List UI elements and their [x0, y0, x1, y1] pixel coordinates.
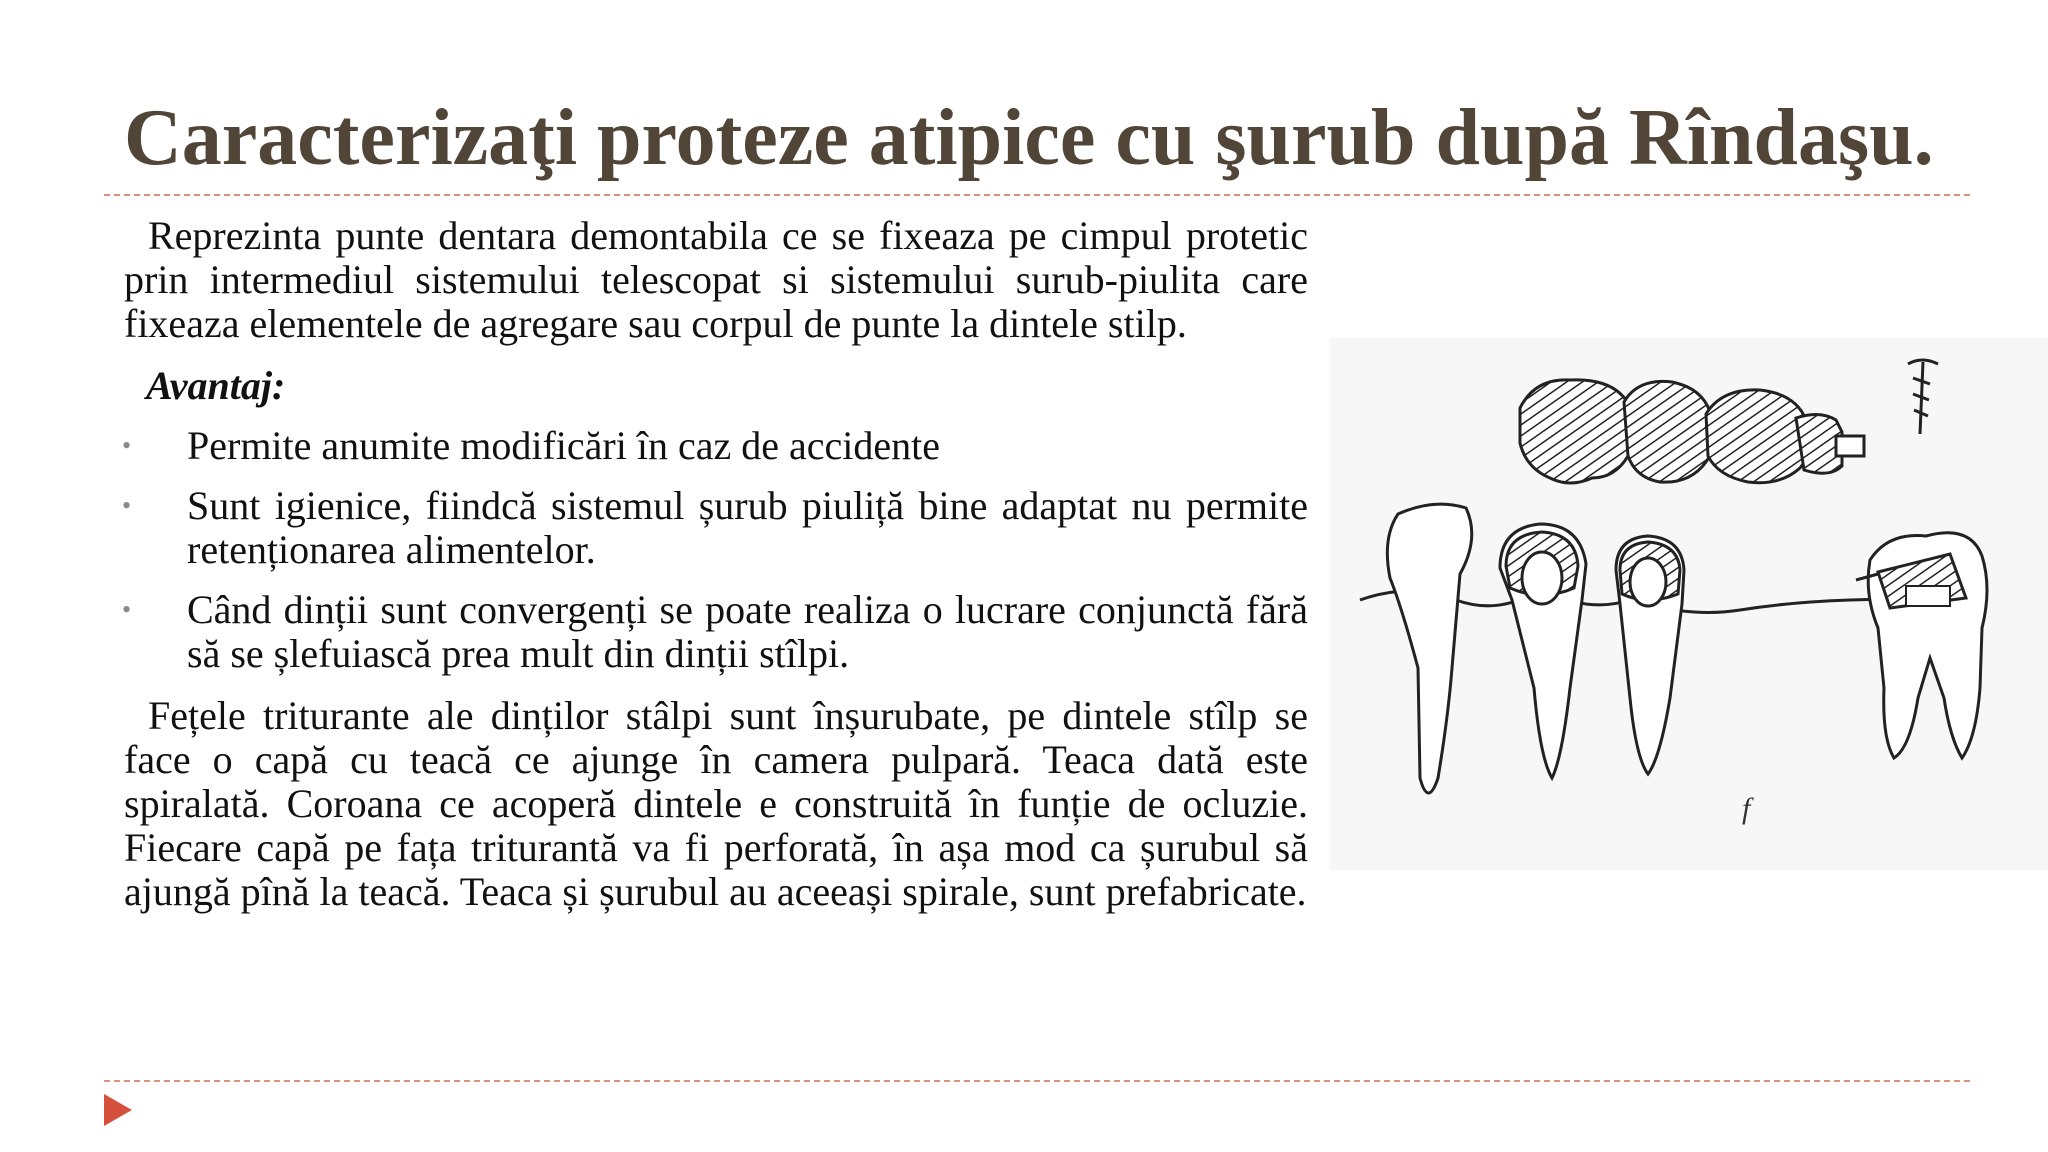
slide-title: Caracterizaţi proteze atipice cu şurub după Rîndaşu.	[124, 94, 1934, 182]
dental-bridge-drawing	[1330, 338, 2048, 870]
description-paragraph: Fețele triturante ale dinților stâlpi sunt înșurubate, pe dintele stîlp se face o capă cu teacă ce ajunge în camera pulpară. Teaca dată este spiralată. Coroana ce acoperă dintele e construită în funție de ocluzie. Fiecare capă pe fața triturantă va fi perforată, în așa mod ca șurubul să ajungă pînă la teacă. Teaca și șurubul au aceeași spirale, sunt prefabricate.	[124, 693, 1308, 914]
bridge-body	[1520, 380, 1842, 483]
advantage-item	[124, 424, 1308, 468]
advantages-heading: Avantaj:	[146, 363, 286, 408]
advantage-item	[124, 588, 1308, 676]
bullet-icon: •	[122, 431, 132, 460]
bullet-icon: •	[122, 595, 132, 624]
advantage-text: Când dinții sunt convergenți se poate realiza o lucrare conjunctă fără să se șlefuiască prea mult din dinții stîlpi.	[187, 587, 1308, 676]
slide-body	[124, 214, 1308, 914]
advantages-list	[124, 424, 1308, 676]
advantage-text: Permite anumite modificări în caz de accidente	[187, 423, 940, 468]
advantage-item	[124, 484, 1308, 572]
screw-icon	[1908, 360, 1938, 434]
dental-bridge-illustration	[1330, 338, 2048, 870]
bottom-divider	[104, 1080, 1970, 1082]
intro-paragraph: Reprezinta punte dentara demontabila ce se fixeaza pe cimpul protetic prin intermediul sistemului telescopat si sistemului surub-piulita care fixeaza elementele de agregare sau corpul de punte la dintele stilp.	[124, 213, 1308, 346]
advantage-text: Sunt igienice, fiindcă sistemul șurub piuliță bine adaptat nu permite retenționarea alimentelor.	[187, 483, 1308, 572]
next-slide-arrow-icon[interactable]	[104, 1094, 132, 1126]
figure-label: f	[1742, 792, 1751, 825]
bullet-icon: •	[122, 491, 132, 520]
top-divider	[104, 194, 1970, 196]
